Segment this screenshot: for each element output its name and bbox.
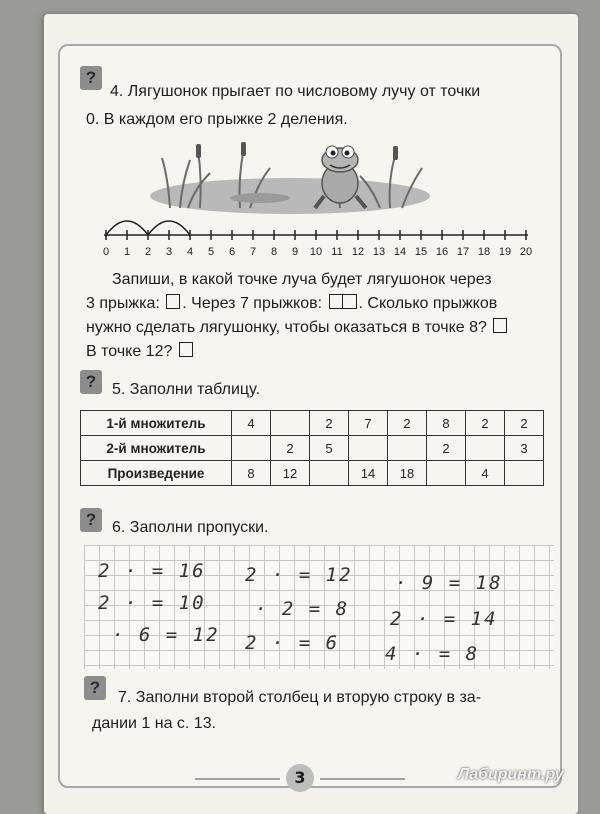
watermark: Лабиринт.ру <box>458 766 564 783</box>
row-label: 2-й множитель <box>81 436 232 461</box>
ray-tick-label: 3 <box>165 246 173 258</box>
ray-tick-label: 12 <box>351 246 365 258</box>
ray-tick-label: 13 <box>372 246 386 258</box>
question-badge-4: ? <box>80 66 102 90</box>
table-cell[interactable]: 8 <box>232 461 271 486</box>
row-label: Произведение <box>81 461 232 486</box>
ray-tick-label: 16 <box>435 246 449 258</box>
handwritten-expression[interactable]: 2 · = 6 <box>245 632 340 654</box>
task4-line1: 4. Лягушонок прыгает по числовому лучу от точки <box>110 83 481 100</box>
answer-box-point-12[interactable] <box>179 342 193 357</box>
handwritten-expression[interactable]: 2 · = 12 <box>245 564 353 586</box>
table-cell[interactable] <box>505 461 544 486</box>
table-cell[interactable] <box>310 461 349 486</box>
ray-tick-label: 14 <box>393 246 407 258</box>
ray-tick-label: 18 <box>477 246 491 258</box>
task7-line1: 7. Заполни второй столбец и вторую строку в за- <box>118 689 482 706</box>
text-point-8: нужно сделать лягушонку, чтобы оказаться в точке 8? <box>86 319 487 336</box>
task4-prompt-line4 <box>86 340 195 364</box>
table-cell[interactable]: 8 <box>427 411 466 436</box>
answer-box-point-8[interactable] <box>493 318 507 333</box>
ray-tick-label: 17 <box>456 246 470 258</box>
ray-tick-label: 9 <box>291 246 299 258</box>
ray-tick-label: 5 <box>207 246 215 258</box>
table-cell[interactable]: 4 <box>466 461 505 486</box>
table-cell[interactable]: 2 <box>310 411 349 436</box>
number-ray <box>96 205 536 260</box>
ray-tick-label: 4 <box>186 246 194 258</box>
row-label: 1-й множитель <box>81 411 232 436</box>
handwritten-expression[interactable]: 2 · = 14 <box>390 608 498 630</box>
table-cell[interactable]: 2 <box>388 411 427 436</box>
handwritten-expression[interactable]: 4 · = 8 <box>385 643 480 665</box>
table-cell[interactable]: 12 <box>271 461 310 486</box>
table-cell[interactable] <box>388 436 427 461</box>
ray-tick-label: 7 <box>249 246 257 258</box>
table-cell[interactable] <box>427 461 466 486</box>
text-7-jumps: . Через 7 прыжков: <box>182 295 323 312</box>
frog-figure <box>315 146 366 208</box>
table-cell[interactable] <box>232 436 271 461</box>
multiplication-table <box>80 410 544 486</box>
handwritten-expression[interactable]: 2 · = 10 <box>98 592 206 614</box>
table-cell[interactable]: 2 <box>505 411 544 436</box>
question-badge-6: ? <box>80 508 102 532</box>
ray-tick-label: 0 <box>102 246 110 258</box>
table-cell[interactable] <box>349 436 388 461</box>
table-cell[interactable] <box>271 411 310 436</box>
handwritten-expression[interactable]: · 6 = 12 <box>112 624 220 646</box>
task4-prompt-line2 <box>86 292 497 316</box>
table-row <box>81 436 544 461</box>
ray-tick-label: 19 <box>498 246 512 258</box>
table-cell[interactable]: 4 <box>232 411 271 436</box>
table-cell[interactable] <box>466 436 505 461</box>
task4-prompt-line3 <box>86 316 509 340</box>
answer-box-7-jumps[interactable] <box>329 294 357 309</box>
ray-tick-label: 2 <box>144 246 152 258</box>
task4-prompt-line1: Запиши, в какой точке луча будет лягушонок через <box>112 271 492 288</box>
ray-tick-label: 20 <box>519 246 533 258</box>
ray-tick-label: 11 <box>331 246 343 258</box>
table-row <box>81 411 544 436</box>
table-cell[interactable]: 2 <box>427 436 466 461</box>
table-cell[interactable]: 18 <box>388 461 427 486</box>
text-how-many: . Сколько прыжков <box>358 295 498 312</box>
handwritten-expression[interactable]: 2 · = 16 <box>98 560 206 582</box>
table-row <box>81 461 544 486</box>
question-badge-7: ? <box>84 676 106 700</box>
handwritten-expression[interactable]: · 9 = 18 <box>395 572 503 594</box>
table-cell[interactable]: 7 <box>349 411 388 436</box>
ray-tick-label: 1 <box>123 246 131 258</box>
footer-line-left <box>195 778 280 780</box>
footer-line-right <box>320 778 405 780</box>
ray-tick-label: 8 <box>270 246 278 258</box>
task6-title: 6. Заполни пропуски. <box>112 519 269 536</box>
ray-tick-label: 6 <box>228 246 236 258</box>
handwritten-expression[interactable]: · 2 = 8 <box>255 598 350 620</box>
table-cell[interactable]: 3 <box>505 436 544 461</box>
text-point-12: В точке 12? <box>86 343 173 360</box>
table-cell[interactable]: 2 <box>466 411 505 436</box>
question-badge-5: ? <box>80 370 102 394</box>
task4-line2: 0. В каждом его прыжке 2 деления. <box>86 111 348 128</box>
table-cell[interactable]: 14 <box>349 461 388 486</box>
text-3-jumps: 3 прыжка: <box>86 295 160 312</box>
page-number: 3 <box>286 764 314 792</box>
answer-box-3-jumps[interactable] <box>166 294 180 309</box>
ray-tick-label: 10 <box>309 246 323 258</box>
ray-tick-label: 15 <box>414 246 428 258</box>
task7-line2: дании 1 на с. 13. <box>92 715 217 732</box>
table-cell[interactable]: 5 <box>310 436 349 461</box>
table-cell[interactable]: 2 <box>271 436 310 461</box>
task5-title: 5. Заполни таблицу. <box>112 381 260 398</box>
